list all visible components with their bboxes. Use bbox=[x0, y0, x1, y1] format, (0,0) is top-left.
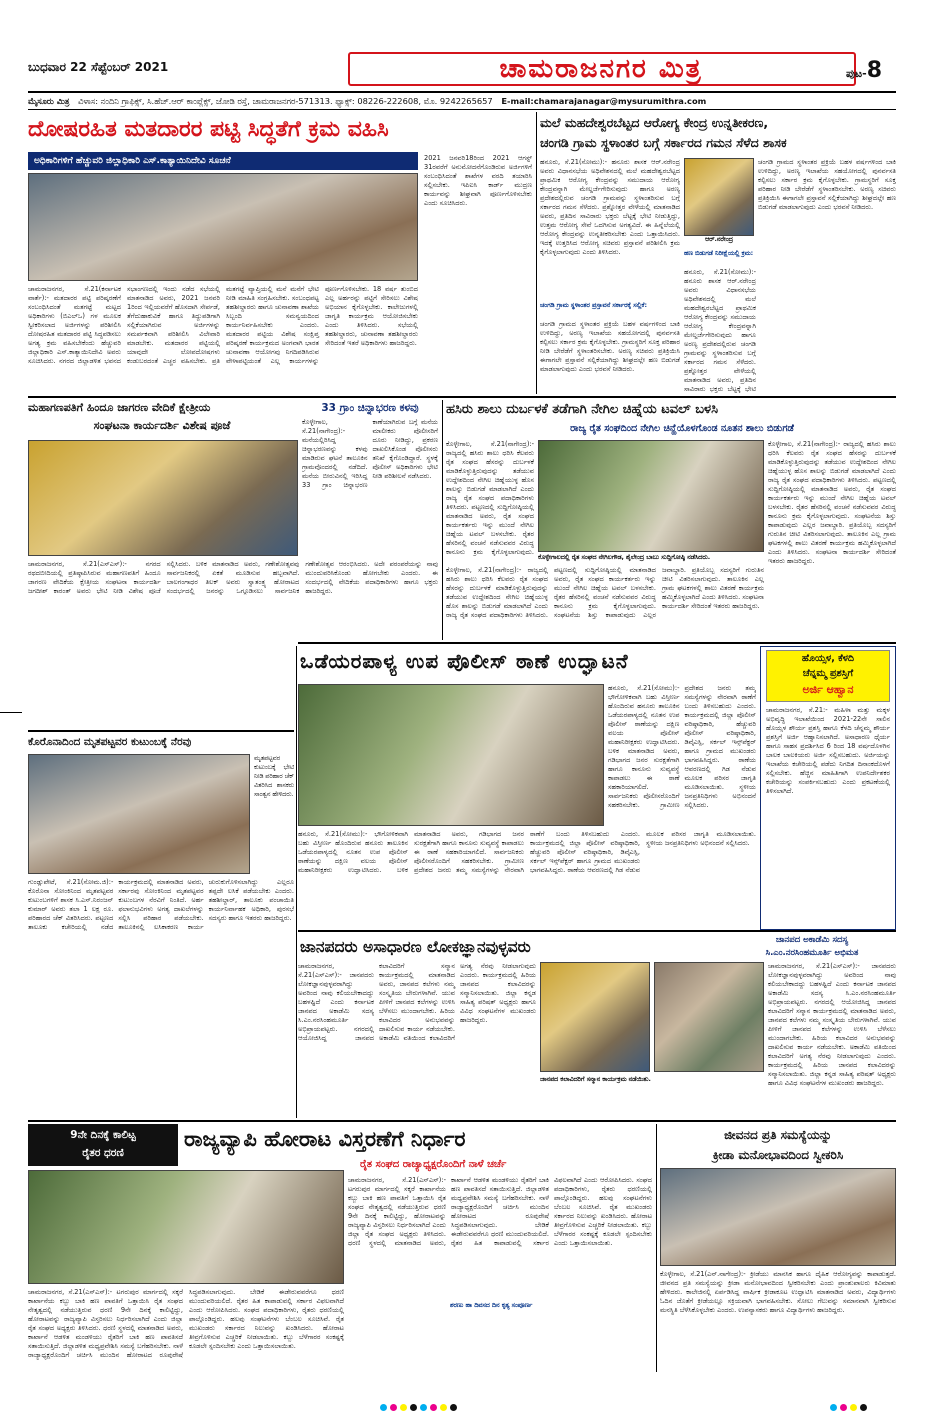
story1-subhead: ಅಧಿಕಾರಿಗಳಿಗೆ ಹೆಚ್ಚುವರಿ ಜಿಲ್ಲಾಧಿಕಾರಿ ಎಸ್.ಕಾತ್ಯಾಯಿನಿದೇವಿ ಸೂಚನೆ bbox=[28, 152, 418, 170]
column-divider-bottom bbox=[656, 1124, 657, 1372]
story5-subhead: ರಾಜ್ಯ ರೈತ ಸಂಘದಿಂದ ನೇಗಿಲ ಚಿನ್ಹೆಯೊಳಗೊಂಡ ನೂತನ ಶಾಲು ಬಿಡುಗಡೆ bbox=[570, 423, 794, 434]
black-swatch-3 bbox=[860, 1404, 867, 1411]
story11-headline-line2: ಕ್ರೀಡಾ ಮನೋಭಾವದಿಂದ ಸ್ವೀಕರಿಸಿ bbox=[712, 1148, 844, 1162]
story1-side-text: 2021 ಜನವರಿ18ರಿಂದ 2021 ಆಗಸ್ಟ್ 31ರವರೆಗೆ ಅನುಮೋದನೆಗೊಂಡಿರುವ ಅರ್ಜಿಗಳಿಗೆ ಸಂಬಂಧಿಸಿದಂತೆ ಶಾಖೆಗಳ ವರದಿ ತಯಾರಿಸಿ ಸಲ್ಲಿಸಬೇಕು. ಇಪಿಐಸಿ ಕಾರ್ಡ್ ಮುದ್ರಣ ಕಾರ್ಯವನ್ನು ಶೀಘ್ರವಾಗಿ ಪೂರ್ಣಗೊಳಿಸಬೇಕು ಎಂದು ಸೂಚಿಸಿದರು. bbox=[424, 154, 532, 207]
story1-photo bbox=[28, 173, 418, 281]
story11-body: ಕೊಳ್ಳೇಗಾಲ, ಸೆ.21(ಎನ್.ನಾಗೇಂದ್ರ):- ಕ್ರೀಡೆಯು ಮಾನಸಿಕ ಹಾಗೂ ದೈಹಿಕ ಆರೋಗ್ಯವನ್ನು ಕಾಪಾಡುತ್ತದೆ. ಜೀವನದ ಪ್ರತಿ ಸಮಸ್ಯೆಯನ್ನು ಕ್ರೀಡಾ ಮನೋಭಾವದಿಂದ ಸ್ವೀಕರಿಸಬೇಕು ಎಂದು ಪ್ರಾಂಶುಪಾಲರು ಕಿವಿಮಾತು ಹೇಳಿದರು. ಕಾಲೇಜಿನಲ್ಲಿ ಏರ್ಪಡಿಸಿದ್ದ ವಾರ್ಷಿಕ ಕ್ರೀಡಾಕೂಟ ಉದ್ಘಾಟಿಸಿ ಮಾತನಾಡಿದ ಅವರು, ವಿದ್ಯಾರ್ಥಿಗಳು ಓದಿನ ಜೊತೆಗೆ ಕ್ರೀಡೆಯಲ್ಲೂ ಸಕ್ರಿಯವಾಗಿ ಭಾಗವಹಿಸಬೇಕು. ಸೋಲು ಗೆಲುವನ್ನು ಸಮಾನವಾಗಿ ಸ್ವೀಕರಿಸುವ ಮನಸ್ಥಿತಿ ಬೆಳೆಸಿಕೊಳ್ಳಬೇಕು ಎಂದರು. ಉಪನ್ಯಾಸಕರು ಹಾಗೂ ವಿದ್ಯಾರ್ಥಿಗಳು ಹಾಜರಿದ್ದರು. bbox=[660, 1270, 896, 1314]
address-text: ವಿಳಾಸ: ನಂದಿನಿ ಗ್ರಾಫಿಕ್ಸ್, ಸಿ.ಹೆಚ್.ಆರ್ ಕಾಂಪ್ಲೆಕ್ಸ್, ಜೋಡಿ ರಸ್ತೆ, ಚಾಮರಾಜನಗರ-571313. ಫ್ಯಾಕ್ಸ್: 08226-222608, ಮೊ. 9242265657 bbox=[78, 96, 493, 106]
section-rule-1 bbox=[28, 396, 896, 398]
story8-side-text: ಮೃತಪಟ್ಟವರ ಕುಟುಂಬಕ್ಕೆ ಭೇಟಿ ನೀಡಿ ಪರಿಹಾರ ಚೆಕ್ ವಿತರಿಸಿದ ಶಾಸಕರು ಸಾಂತ್ವನ ಹೇಳಿದರು. bbox=[254, 755, 294, 798]
story2-body-lower: ಚಂಗಡಿ ಗ್ರಾಮದ ಸ್ಥಳಾಂತರ ಪ್ರಕ್ರಿಯೆ ಬಹಳ ವರ್ಷಗಳಿಂದ ಬಾಕಿ ಉಳಿದಿದ್ದು, ಅರಣ್ಯ ಇಲಾಖೆಯ ಸಹಯೋಗದಲ್ಲಿ ಪುನರ್ವಸತಿ ಕಲ್ಪಿಸಲು ಸರ್ಕಾರ ಕ್ರಮ ಕೈಗೊಳ್ಳಬೇಕು. ಗ್ರಾಮಸ್ಥರಿಗೆ ಸೂಕ್ತ ಪರಿಹಾರ ನೀಡಿ ಬೇರೆಡೆಗೆ ಸ್ಥಳಾಂತರಿಸಬೇಕು. ಅರಣ್ಯ ಸಚಿವರು ಪ್ರತಿಕ್ರಿಯಿಸಿ ಈಗಾಗಲೇ ಪ್ರಸ್ತಾವನೆ ಸಲ್ಲಿಕೆಯಾಗಿದ್ದು ಶೀಘ್ರದಲ್ಲೇ ಹಣ ಬಿಡುಗಡೆ ಮಾಡಲಾಗುವುದು ಎಂದು ಭರವಸೆ ನೀಡಿದರು. bbox=[540, 320, 680, 373]
story8-body: ಗುಂಡ್ಲುಪೇಟೆ, ಸೆ.21(ಸೋಮ.ಜಿ):- ಕೊರೊನಾ ಸೋಂಕಿನಿಂದ ಮೃತಪಟ್ಟವರ ಕುಟುಂಬಗಳಿಗೆ ಶಾಸಕ ಸಿ.ಎಸ್.ನಿರಂಜನ್ ಕುಮಾರ್ ಅವರು ತಲಾ 1 ಲಕ್ಷ ರೂ. ಪರಿಹಾರದ ಚೆಕ್ ವಿತರಿಸಿದರು. ಪಟ್ಟಣದ ತಾಲೂಕು ಕಚೇರಿಯಲ್ಲಿ ನಡೆದ ಕಾರ್ಯಕ್ರಮದಲ್ಲಿ ಮಾತನಾಡಿದ ಅವರು, ಸರ್ಕಾರವು ಸೋಂಕಿನಿಂದ ಮೃತಪಟ್ಟವರ ಕುಟುಂಬಗಳ ನೆರವಿಗೆ ನಿಂತಿದೆ. ಅರ್ಹ ಫಲಾನುಭವಿಗಳು ಅಗತ್ಯ ದಾಖಲೆಗಳನ್ನು ಸಲ್ಲಿಸಿ ಪರಿಹಾರ ಪಡೆಯಬೇಕು. ತಾಲೂಕಿನಲ್ಲಿ ಲಸಿಕಾಕರಣ ಕಾರ್ಯ ಚುರುಕುಗೊಳಿಸಲಾಗಿದ್ದು ಎಲ್ಲರೂ ತಪ್ಪದೇ ಲಸಿಕೆ ಪಡೆಯಬೇಕು ಎಂದರು. ತಹಶೀಲ್ದಾರ್, ತಾಲೂಕು ಪಂಚಾಯಿತಿ ಕಾರ್ಯನಿರ್ವಾಹಕ ಅಧಿಕಾರಿ, ಪುರಸಭೆ ಸದಸ್ಯರು ಹಾಗೂ ಇತರರು ಹಾಜರಿದ್ದರು. bbox=[28, 878, 294, 931]
story10-body: ಚಾಮರಾಜನಗರ, ಸೆ.21(ಎಸ್‌ಎಸ್):- ಟಗರುಪುರ ಮಾರ್ಗದಲ್ಲಿ ಸಕ್ಕರೆ ಕಾರ್ಖಾನೆಯ ಕಬ್ಬು ಬಾಕಿ ಹಣ ಪಾವತಿಗೆ ಒತ್ತಾಯಿಸಿ ರೈತ ಸಂಘದ ನೇತೃತ್ವದಲ್ಲಿ ನಡೆಯುತ್ತಿರುವ ಧರಣಿ 9ನೇ ದಿನಕ್ಕೆ ಕಾಲಿಟ್ಟಿದ್ದು, ಹೋರಾಟವನ್ನು ರಾಜ್ಯವ್ಯಾಪಿ ವಿಸ್ತರಿಸಲು ನಿರ್ಧರಿಸಲಾಗಿದೆ ಎಂದು ಜಿಲ್ಲಾ ರೈತ ಸಂಘದ ಅಧ್ಯಕ್ಷರು ತಿಳಿಸಿದರು. ಧರಣಿ ಸ್ಥಳದಲ್ಲಿ ಮಾತನಾಡಿದ ಅವರು, ಕಾರ್ಖಾನೆ ಆಡಳಿತ ಮಂಡಳಿಯು ರೈತರಿಗೆ ಬಾಕಿ ಹಣ ಪಾವತಿಸದೆ ಸತಾಯಿಸುತ್ತಿದೆ. ಜಿಲ್ಲಾಡಳಿತ ಮಧ್ಯಪ್ರವೇಶಿಸಿ ಸಮಸ್ಯೆ ಬಗೆಹರಿಸಬೇಕು. ನಾಳೆ ರಾಜ್ಯಾಧ್ಯಕ್ಷರೊಂದಿಗೆ ಚರ್ಚಿಸಿ ಮುಂದಿನ ಹೋರಾಟದ ರೂಪುರೇಷೆ ಸಿದ್ಧಪಡಿಸಲಾಗುವುದು. ಬೇಡಿಕೆ ಈಡೇರುವವರೆಗೂ ಧರಣಿ ಮುಂದುವರಿಯಲಿದೆ. ರೈತರ ಹಿತ ಕಾಪಾಡುವಲ್ಲಿ ಸರ್ಕಾರ ವಿಫಲವಾಗಿದೆ ಎಂದು ಆರೋಪಿಸಿದರು. ಸಂಘದ ಪದಾಧಿಕಾರಿಗಳು, ರೈತರು ಧರಣಿಯಲ್ಲಿ ಪಾಲ್ಗೊಂಡಿದ್ದರು. ಹಲವು ಸಂಘಟನೆಗಳು ಬೆಂಬಲ ಸೂಚಿಸಿವೆ. ರೈತ ಮುಖಂಡರು ಸರ್ಕಾರದ ನಿಲುವನ್ನು ಖಂಡಿಸಿದರು. ಹೋರಾಟ ತೀವ್ರಗೊಳಿಸುವ ಎಚ್ಚರಿಕೆ ನೀಡಲಾಯಿತು. ಕಬ್ಬು ಬೆಳೆಗಾರರ ಸಂಕಷ್ಟಕ್ಕೆ ಕೂಡಲೇ ಸ್ಪಂದಿಸಬೇಕು ಎಂದು ಒತ್ತಾಯಿಸಲಾಯಿತು. bbox=[348, 1176, 652, 1247]
story8-headline: ಕೊರೊನಾದಿಂದ ಮೃತಪಟ್ಟವರ ಕುಟುಂಬಕ್ಕೆ ನೆರವು bbox=[28, 736, 192, 748]
story4-body: ಕೊಳ್ಳೇಗಾಲ, ಸೆ.21(ನಾಗೇಂದ್ರ):- ಮನೆಯಲ್ಲಿರಿಸಿದ್ದ ಚಿನ್ನಾಭರಣವನ್ನು ಕಳವು ಮಾಡಿರುವ ಘಟನೆ ತಾಲೂಕಿನ ಗ್ರಾಮವೊಂದರಲ್ಲಿ ನಡೆದಿದೆ. ಮನೆಯ ಬೀರುವಿನಲ್ಲಿ ಇರಿಸಿದ್ದ 33 ಗ್ರಾಂ ಚಿನ್ನಾಭರಣ ಕಾಣೆಯಾಗಿರುವ ಬಗ್ಗೆ ಮನೆಯ ಮಾಲೀಕರು ಪೊಲೀಸರಿಗೆ ದೂರು ನೀಡಿದ್ದು, ಪ್ರಕರಣ ದಾಖಲಿಸಿಕೊಂಡ ಪೊಲೀಸರು ತನಿಖೆ ಕೈಗೊಂಡಿದ್ದಾರೆ. ಸ್ಥಳಕ್ಕೆ ಪೊಲೀಸ್ ಅಧಿಕಾರಿಗಳು ಭೇಟಿ ನೀಡಿ ಪರಿಶೀಲನೆ ನಡೆಸಿದರು. bbox=[302, 418, 438, 489]
story5-caption: ಕೊಳ್ಳೇಗಾಲದಲ್ಲಿ ರೈತ ಸಂಘದ ನೇಗಿಲಗೌಡ, ಶೈಲೇಂದ್ರ ಬಾಬು ಸುದ್ದಿಗೋಷ್ಠಿ ನಡೆಸಿದರು. bbox=[538, 554, 711, 561]
story5-photo bbox=[538, 440, 764, 552]
story5-headline: ಹಸಿರು ಶಾಲು ದುರ್ಬಳಕೆ ತಡೆಗಾಗಿ ನೇಗಿಲ ಚಿಹ್ನೆಯ ಟವಲ್ ಬಳಸಿ bbox=[446, 402, 718, 417]
black-swatch-2 bbox=[450, 1404, 457, 1411]
newspaper-title: ಚಾಮರಾಜನಗರ ಮಿತ್ರ bbox=[499, 54, 703, 84]
story3-headline-line2: ಸಂಘಟನಾ ಕಾರ್ಯದರ್ಶಿ ವಿಶೇಷ ಪೂಜೆ bbox=[93, 419, 231, 432]
story7-headline-line3: ಅರ್ಜಿ ಆಹ್ವಾನ bbox=[802, 683, 854, 696]
story9-photo-right bbox=[654, 962, 764, 1072]
column-divider-mid bbox=[442, 400, 443, 640]
magenta-swatch bbox=[390, 1404, 397, 1411]
story9-kicker2: ಸಿ.ಎಂ.ನರಸಿಂಹಮೂರ್ತಿ ಅಭಿಮತ bbox=[765, 948, 859, 958]
story2-body-mid: ಹನೂರು, ಸೆ.21(ಸೋಮು):- ಹನೂರು ಶಾಸಕ ಆರ್.ನರೇಂದ್ರ ಅವರು ವಿಧಾನಸಭೆಯ ಅಧಿವೇಶನದಲ್ಲಿ ಮಲೆ ಮಹದೇಶ್ವರಬೆಟ್ಟದ ಪ್ರಾಥಮಿಕ ಆರೋಗ್ಯ ಕೇಂದ್ರವನ್ನು ಸಮುದಾಯ ಆರೋಗ್ಯ ಕೇಂದ್ರವನ್ನಾಗಿ ಮೇಲ್ದರ್ಜೆಗೇರಿಸುವುದು ಹಾಗೂ ಅರಣ್ಯ ಪ್ರದೇಶದಲ್ಲಿರುವ ಚಂಗಡಿ ಗ್ರಾಮವನ್ನು ಸ್ಥಳಾಂತರಿಸುವ ಬಗ್ಗೆ ಸರ್ಕಾರದ ಗಮನ ಸೆಳೆದರು. ಪ್ರಶ್ನೋತ್ತರ ವೇಳೆಯಲ್ಲಿ ಮಾತನಾಡಿದ ಅವರು, ಪ್ರತಿದಿನ ಸಾವಿರಾರು ಭಕ್ತರು ಬೆಟ್ಟಕ್ಕೆ ಭೇಟಿ bbox=[684, 268, 756, 393]
story8-photo bbox=[28, 754, 250, 874]
story9-kicker: ಜಾನಪದ ಅಕಾಡೆಮಿ ಸದಸ್ಯ bbox=[775, 935, 849, 945]
page-label bbox=[846, 58, 882, 83]
print-color-bar bbox=[380, 1404, 570, 1414]
black-swatch bbox=[410, 1404, 417, 1411]
story1-headline: ದೋಷರಹಿತ ಮತದಾರರ ಪಟ್ಟಿ ಸಿದ್ಧತೆಗೆ ಕ್ರಮ ವಹಿಸಿ bbox=[28, 117, 389, 142]
masthead-rule bbox=[28, 91, 896, 93]
story2-inset1: ಹಣ ಬಿಡುಗಡೆ ನಿರೀಕ್ಷೆಯಲ್ಲಿ ಕ್ರಮ: bbox=[684, 250, 754, 257]
story10-inset: ಶರಣು ಹಾ ದಿವಸದ ದಿನ ಕೃತ್ಯ ಸಂಪೂರ್ಣ bbox=[450, 1302, 550, 1310]
story6-body-right: ಹನೂರು, ಸೆ.21(ಸೋಮು):- ಭೌಗೋಳಿಕವಾಗಿ ಬಹು ವಿಸ್ತೀರ್ಣ ಹೊಂದಿರುವ ಹನೂರು ತಾಲೂಕಿನ ಒಡೆಯರಪಾಳ್ಯದಲ್ಲಿ ನೂತನ ಉಪ ಪೊಲೀಸ್ ಠಾಣೆಯನ್ನು ದಕ್ಷಿಣ ವಲಯ ಪೊಲೀಸ್ ಮಹಾನಿರೀಕ್ಷಕರು ಉದ್ಘಾಟಿಸಿದರು. ಬಳಿಕ ಮಾತನಾಡಿದ ಅವರು, ಗಡಿಭಾಗದ ಜನರ ಸುರಕ್ಷತೆಗಾಗಿ ಹಾಗೂ ಕಾನೂನು ಸುವ್ಯವಸ್ಥೆ ಕಾಪಾಡಲು ಈ ಠಾಣೆ ಸಹಕಾರಿಯಾಗಲಿದೆ. ಸಾರ್ವಜನಿಕರು ಪೊಲೀಸರೊಂದಿಗೆ ಸಹಕರಿಸಬೇಕು. ಗ್ರಾಮೀಣ ಪ್ರದೇಶದ ಜನರು ತಮ್ಮ ಸಮಸ್ಯೆಗಳನ್ನು ನೇರವಾಗಿ ಠಾಣೆಗೆ ಬಂದು ತಿಳಿಸಬಹುದು ಎಂದರು. ಕಾರ್ಯಕ್ರಮದಲ್ಲಿ ಜಿಲ್ಲಾ ಪೊಲೀಸ್ ವರಿಷ್ಠಾಧಿಕಾರಿ, ಹೆಚ್ಚುವರಿ ಪೊಲೀಸ್ ವರಿಷ್ಠಾಧಿಕಾರಿ, ಡಿವೈಎಸ್ಪಿ, ಸರ್ಕಲ್ ಇನ್ಸ್‌ಪೆಕ್ಟರ್ ಹಾಗೂ ಗ್ರಾಮದ ಮುಖಂಡರು ಭಾಗವಹಿಸಿದ್ದರು. ಠಾಣೆಯ ಆವರಣದಲ್ಲಿ ಗಿಡ ನೆಡುವ ಮೂಲಕ ಪರಿಸರ ಜಾಗೃತಿ ಮೂಡಿಸಲಾಯಿತು. ಸ್ಥಳೀಯ ಜನಪ್ರತಿನಿಧಿಗಳು ಅಭಿನಂದನೆ ಸಲ್ಲಿಸಿದರು. bbox=[608, 684, 756, 809]
crop-mark-left bbox=[0, 712, 22, 713]
story2-portrait bbox=[684, 158, 754, 236]
story1-body: ಚಾಮರಾಜನಗರ, ಸೆ.21(ಕರ್ನಾಟಕ ವಾರ್ತೆ):- ಮತದಾರರ ಪಟ್ಟಿ ಪರಿಷ್ಕರಣೆಗೆ ಸಂಬಂಧಿಸಿದಂತೆ ಮತಗಟ್ಟೆ ಮಟ್ಟದ ಅಧಿಕಾರಿಗಳು (ಬಿಎಲ್‌ಒ) ಗಳ ಮೂಲಕ ಸ್ವೀಕರಿಸಲಾದ ಅರ್ಜಿಗಳನ್ನು ಪರಿಶೀಲಿಸಿ ದೋಷರಹಿತ ಮತದಾರರ ಪಟ್ಟಿ ಸಿದ್ಧಪಡಿಸಲು ಅಗತ್ಯ ಕ್ರಮ ವಹಿಸಬೇಕೆಂದು ಹೆಚ್ಚುವರಿ ಜಿಲ್ಲಾಧಿಕಾರಿ ಎಸ್.ಕಾತ್ಯಾಯಿನಿದೇವಿ ಅವರು ಸೂಚಿಸಿದರು. ನಗರದ ಜಿಲ್ಲಾಡಳಿತ ಭವನದ ಸಭಾಂಗಣದಲ್ಲಿ ಇಂದು ನಡೆದ ಸಭೆಯಲ್ಲಿ ಮಾತನಾಡಿದ ಅವರು, 2021 ಜನವರಿ 1ರಿಂದ ಇಲ್ಲಿಯವರೆಗೆ ಹೊಸದಾಗಿ ಸೇರ್ಪಡೆ, ತೆಗೆದುಹಾಕುವಿಕೆ ಹಾಗೂ ತಿದ್ದುಪಡಿಗಾಗಿ ಸಲ್ಲಿಕೆಯಾಗಿರುವ ಅರ್ಜಿಗಳನ್ನು ಸಮರ್ಪಕವಾಗಿ ಪರಿಶೀಲಿಸಿ ವಿಲೇವಾರಿ ಮಾಡಬೇಕು. ಮತದಾರರ ಪಟ್ಟಿಯಲ್ಲಿ ಯಾವುದೇ ಲೋಪದೋಷಗಳು ಕಂಡುಬರದಂತೆ ಎಚ್ಚರ ವಹಿಸಬೇಕು. ಪ್ರತಿ ಮತಗಟ್ಟೆ ವ್ಯಾಪ್ತಿಯಲ್ಲಿ ಮನೆ ಮನೆಗೆ ಭೇಟಿ ನೀಡಿ ಮಾಹಿತಿ ಸಂಗ್ರಹಿಸಬೇಕು. ಸಂಬಂಧಪಟ್ಟ ತಹಶೀಲ್ದಾರರು ಹಾಗೂ ಚುನಾವಣಾ ಶಾಖೆಯ ಸಿಬ್ಬಂದಿ ಸಮನ್ವಯದಿಂದ ಕಾರ್ಯನಿರ್ವಹಿಸಬೇಕು ಎಂದರು. ಮತದಾರರ ಪಟ್ಟಿಯ ವಿಶೇಷ ಸಂಕ್ಷಿಪ್ತ ಪರಿಷ್ಕರಣೆ ಕಾರ್ಯಕ್ರಮದ ಅಂಗವಾಗಿ ಭಾರತ ಚುನಾವಣಾ ಆಯೋಗವು ನಿಗದಿಪಡಿಸಿರುವ ವೇಳಾಪಟ್ಟಿಯಂತೆ ಎಲ್ಲ ಕಾರ್ಯಗಳನ್ನು ಪೂರ್ಣಗೊಳಿಸಬೇಕು. 18 ವರ್ಷ ತುಂಬಿದ ಎಲ್ಲ ಅರ್ಹರನ್ನು ಪಟ್ಟಿಗೆ ಸೇರಿಸಲು ವಿಶೇಷ ಅಭಿಯಾನ ಕೈಗೊಳ್ಳಬೇಕು. ಕಾಲೇಜುಗಳಲ್ಲಿ ಜಾಗೃತಿ ಕಾರ್ಯಕ್ರಮ ಆಯೋಜಿಸಬೇಕು ಎಂದು ತಿಳಿಸಿದರು. ಸಭೆಯಲ್ಲಿ ತಹಶೀಲ್ದಾರರು, ಚುನಾವಣಾ ತಹಶೀಲ್ದಾರರು ಸೇರಿದಂತೆ ಇತರೆ ಅಧಿಕಾರಿಗಳು ಹಾಜರಿದ್ದರು. bbox=[28, 285, 418, 365]
magenta-swatch-3 bbox=[840, 1404, 847, 1411]
story10-subhead: ರೈತ ಸಂಘದ ರಾಜ್ಯಾಧ್ಯಕ್ಷರೊಂದಿಗೆ ನಾಳೆ ಚರ್ಚೆ bbox=[360, 1159, 507, 1170]
story2-inset2: ಚಂಗಡಿ ಗ್ರಾಮ ಸ್ಥಳಾಂತರ ಪ್ರಸ್ತಾವನೆ ಸರ್ಕಾರಕ್ಕೆ ಸಲ್ಲಿಕೆ: bbox=[540, 302, 647, 309]
story6-body: ಹನೂರು, ಸೆ.21(ಸೋಮು):- ಭೌಗೋಳಿಕವಾಗಿ ಬಹು ವಿಸ್ತೀರ್ಣ ಹೊಂದಿರುವ ಹನೂರು ತಾಲೂಕಿನ ಒಡೆಯರಪಾಳ್ಯದಲ್ಲಿ ನೂತನ ಉಪ ಪೊಲೀಸ್ ಠಾಣೆಯನ್ನು ದಕ್ಷಿಣ ವಲಯ ಪೊಲೀಸ್ ಮಹಾನಿರೀಕ್ಷಕರು ಉದ್ಘಾಟಿಸಿದರು. ಬಳಿಕ ಮಾತನಾಡಿದ ಅವರು, ಗಡಿಭಾಗದ ಜನರ ಸುರಕ್ಷತೆಗಾಗಿ ಹಾಗೂ ಕಾನೂನು ಸುವ್ಯವಸ್ಥೆ ಕಾಪಾಡಲು ಈ ಠಾಣೆ ಸಹಕಾರಿಯಾಗಲಿದೆ. ಸಾರ್ವಜನಿಕರು ಪೊಲೀಸರೊಂದಿಗೆ ಸಹಕರಿಸಬೇಕು. ಗ್ರಾಮೀಣ ಪ್ರದೇಶದ ಜನರು ತಮ್ಮ ಸಮಸ್ಯೆಗಳನ್ನು ನೇರವಾಗಿ ಠಾಣೆಗೆ ಬಂದು ತಿಳಿಸಬಹುದು ಎಂದರು. ಕಾರ್ಯಕ್ರಮದಲ್ಲಿ ಜಿಲ್ಲಾ ಪೊಲೀಸ್ ವರಿಷ್ಠಾಧಿಕಾರಿ, ಹೆಚ್ಚುವರಿ ಪೊಲೀಸ್ ವರಿಷ್ಠಾಧಿಕಾರಿ, ಡಿವೈಎಸ್ಪಿ, ಸರ್ಕಲ್ ಇನ್ಸ್‌ಪೆಕ್ಟರ್ ಹಾಗೂ ಗ್ರಾಮದ ಮುಖಂಡರು ಭಾಗವಹಿಸಿದ್ದರು. ಠಾಣೆಯ ಆವರಣದಲ್ಲಿ ಗಿಡ ನೆಡುವ ಮೂಲಕ ಪರಿಸರ ಜಾಗೃತಿ ಮೂಡಿಸಲಾಯಿತು. ಸ್ಥಳೀಯ ಜನಪ್ರತಿನಿಧಿಗಳು ಅಭಿನಂದನೆ ಸಲ್ಲಿಸಿದರು. bbox=[298, 830, 756, 874]
address-rule bbox=[28, 109, 896, 110]
story7-headline-line2: ಚೆನ್ನಮ್ಮ ಪ್ರಶಸ್ತಿಗೆ bbox=[802, 668, 854, 679]
section-rule-3 bbox=[28, 730, 294, 732]
story2-body-right: ಚಂಗಡಿ ಗ್ರಾಮದ ಸ್ಥಳಾಂತರ ಪ್ರಕ್ರಿಯೆ ಬಹಳ ವರ್ಷಗಳಿಂದ ಬಾಕಿ ಉಳಿದಿದ್ದು, ಅರಣ್ಯ ಇಲಾಖೆಯ ಸಹಯೋಗದಲ್ಲಿ ಪುನರ್ವಸತಿ ಕಲ್ಪಿಸಲು ಸರ್ಕಾರ ಕ್ರಮ ಕೈಗೊಳ್ಳಬೇಕು. ಗ್ರಾಮಸ್ಥರಿಗೆ ಸೂಕ್ತ ಪರಿಹಾರ ನೀಡಿ ಬೇರೆಡೆಗೆ ಸ್ಥಳಾಂತರಿಸಬೇಕು. ಅರಣ್ಯ ಸಚಿವರು ಪ್ರತಿಕ್ರಿಯಿಸಿ ಈಗಾಗಲೇ ಪ್ರಸ್ತಾವನೆ ಸಲ್ಲಿಕೆಯಾಗಿದ್ದು ಶೀಘ್ರದಲ್ಲೇ ಹಣ ಬಿಡುಗಡೆ ಮಾಡಲಾಗುವುದು ಎಂದು ಭರವಸೆ ನೀಡಿದರು. bbox=[758, 158, 896, 211]
story5-body-bottom: ಕೊಳ್ಳೇಗಾಲ, ಸೆ.21(ನಾಗೇಂದ್ರ):- ರಾಜ್ಯದಲ್ಲಿ ಹಸಿರು ಶಾಲು ಧರಿಸಿ ಕೆಲವರು ರೈತ ಸಂಘದ ಹೆಸರನ್ನು ದುರ್ಬಳಕೆ ಮಾಡಿಕೊಳ್ಳುತ್ತಿರುವುದನ್ನು ತಡೆಯುವ ಉದ್ದೇಶದಿಂದ ನೇಗಿಲ ಚಿಹ್ನೆಯುಳ್ಳ ಹೊಸ ಶಾಲನ್ನು ಬಿಡುಗಡೆ ಮಾಡಲಾಗಿದೆ ಎಂದು ರಾಜ್ಯ ರೈತ ಸಂಘದ ಪದಾಧಿಕಾರಿಗಳು ತಿಳಿಸಿದರು. ಪಟ್ಟಣದಲ್ಲಿ ಸುದ್ದಿಗೋಷ್ಠಿಯಲ್ಲಿ ಮಾತನಾಡಿದ ಅವರು, ರೈತ ಸಂಘದ ಕಾರ್ಯಕರ್ತರು ಇನ್ನು ಮುಂದೆ ನೇಗಿಲ ಚಿಹ್ನೆಯ ಟವಲ್ ಬಳಸಬೇಕು. ರೈತರ ಹೆಸರಿನಲ್ಲಿ ವಂಚನೆ ನಡೆಸುವವರ ವಿರುದ್ಧ ಕಾನೂನು ಕ್ರಮ ಕೈಗೊಳ್ಳಲಾಗುವುದು. ಸಂಘಟನೆಯ ಶಿಸ್ತು ಕಾಪಾಡುವುದು ಎಲ್ಲರ ಜವಾಬ್ದಾರಿ. ಪ್ರತಿಯೊಬ್ಬ ಸದಸ್ಯರಿಗೆ ಗುರುತಿನ ಚೀಟಿ ವಿತರಿಸಲಾಗುವುದು. ತಾಲೂಕಿನ ಎಲ್ಲ ಗ್ರಾಮ ಘಟಕಗಳಲ್ಲಿ ಶಾಲು ವಿತರಣೆ ಕಾರ್ಯಕ್ರಮ ಹಮ್ಮಿಕೊಳ್ಳಲಾಗಿದೆ ಎಂದು ತಿಳಿಸಿದರು. ಸಂಘಟನಾ ಕಾರ್ಯದರ್ಶಿ ಸೇರಿದಂತೆ ಇತರರು ಹಾಜರಿದ್ದರು. bbox=[446, 566, 764, 619]
story3-body: ಚಾಮರಾಜನಗರ, ಸೆ.21(ಎಸ್‌ಎಸ್):- ನಗರದ ರಥದಬೀದಿಯಲ್ಲಿ ಪ್ರತಿಷ್ಠಾಪಿಸಿರುವ ಮಹಾಗಣಪತಿಗೆ ಹಿಂದೂ ಜಾಗರಣ ವೇದಿಕೆಯ ಕ್ಷೇತ್ರೀಯ ಸಂಘಟನಾ ಕಾರ್ಯದರ್ಶಿ ಜಗದೀಶ್ ಕಾರಂತ್ ಅವರು ಭೇಟಿ ನೀಡಿ ವಿಶೇಷ ಪೂಜೆ ಸಲ್ಲಿಸಿದರು. ಬಳಿಕ ಮಾತನಾಡಿದ ಅವರು, ಗಣೇಶೋತ್ಸವವು ಸಾರ್ವಜನಿಕರಲ್ಲಿ ಏಕತೆ ಮೂಡಿಸುವ ಹಬ್ಬವಾಗಿದೆ. ಬಾಲಗಂಗಾಧರ ತಿಲಕ್ ಅವರು ಸ್ವಾತಂತ್ರ್ಯ ಹೋರಾಟದ ಸಂದರ್ಭದಲ್ಲಿ ಜನರನ್ನು ಒಗ್ಗೂಡಿಸಲು ಸಾರ್ವಜನಿಕ ಗಣೇಶೋತ್ಸವ ಆರಂಭಿಸಿದರು. ಅದೇ ಪರಂಪರೆಯನ್ನು ನಾವು ಮುಂದುವರಿಸಿಕೊಂಡು ಹೋಗಬೇಕು ಎಂದರು. ಈ ಸಂದರ್ಭದಲ್ಲಿ ವೇದಿಕೆಯ ಪದಾಧಿಕಾರಿಗಳು ಹಾಗೂ ಭಕ್ತರು ಹಾಜರಿದ್ದರು. bbox=[28, 560, 438, 595]
yellow-swatch-3 bbox=[850, 1404, 857, 1411]
story3-headline-line1: ಮಹಾಗಣಪತಿಗೆ ಹಿಂದೂ ಜಾಗರಣ ವೇದಿಕೆ ಕ್ಷೇತ್ರೀಯ bbox=[28, 401, 211, 414]
story9-caption: ಜಾನಪದ ಕಲಾವಿದರಿಗೆ ಸನ್ಮಾನ ಕಾರ್ಯಕ್ರಮ ನಡೆಯಿತು. bbox=[540, 1076, 651, 1083]
story9-body-right: ಚಾಮರಾಜನಗರ, ಸೆ.21(ಎಸ್‌ಎಸ್):- ಜಾನಪದರು ಲೋಕಜ್ಞಾನವುಳ್ಳವರಾಗಿದ್ದು ಅವರಿಂದ ನಾವು ಕಲಿಯಬೇಕಾದದ್ದು ಬಹಳಷ್ಟಿದೆ ಎಂದು ಕರ್ನಾಟಕ ಜಾನಪದ ಅಕಾಡೆಮಿ ಸದಸ್ಯ ಸಿ.ಎಂ.ನರಸಿಂಹಮೂರ್ತಿ ಅಭಿಪ್ರಾಯಪಟ್ಟರು. ನಗರದಲ್ಲಿ ಆಯೋಜಿಸಿದ್ದ ಜಾನಪದ ಕಲಾವಿದರಿಗೆ ಸನ್ಮಾನ ಕಾರ್ಯಕ್ರಮದಲ್ಲಿ ಮಾತನಾಡಿದ ಅವರು, ಜಾನಪದ ಕಲೆಗಳು ನಮ್ಮ ಸಂಸ್ಕೃತಿಯ ಬೇರುಗಳಾಗಿವೆ. ಯುವ ಪೀಳಿಗೆ ಜಾನಪದ ಕಲೆಗಳನ್ನು ಉಳಿಸಿ ಬೆಳೆಸಲು ಮುಂದಾಗಬೇಕು. ಹಿರಿಯ ಕಲಾವಿದರ ಅನುಭವವನ್ನು ದಾಖಲಿಸುವ ಕಾರ್ಯ ನಡೆಯಬೇಕು. ಅಕಾಡೆಮಿ ವತಿಯಿಂದ ಕಲಾವಿದರಿಗೆ ಅಗತ್ಯ ನೆರವು ನೀಡಲಾಗುವುದು ಎಂದರು. ಕಾರ್ಯಕ್ರಮದಲ್ಲಿ ಹಿರಿಯ ಜಾನಪದ ಕಲಾವಿದರನ್ನು ಸನ್ಮಾನಿಸಲಾಯಿತು. ಜಿಲ್ಲಾ ಕನ್ನಡ ಸಾಹಿತ್ಯ ಪರಿಷತ್ ಅಧ್ಯಕ್ಷರು ಹಾಗೂ ವಿವಿಧ ಸಂಘಟನೆಗಳ ಮುಖಂಡರು ಹಾಜರಿದ್ದರು. bbox=[768, 962, 896, 1087]
story9-body: ಚಾಮರಾಜನಗರ, ಸೆ.21(ಎಸ್‌ಎಸ್):- ಜಾನಪದರು ಲೋಕಜ್ಞಾನವುಳ್ಳವರಾಗಿದ್ದು ಅವರಿಂದ ನಾವು ಕಲಿಯಬೇಕಾದದ್ದು ಬಹಳಷ್ಟಿದೆ ಎಂದು ಕರ್ನಾಟಕ ಜಾನಪದ ಅಕಾಡೆಮಿ ಸದಸ್ಯ ಸಿ.ಎಂ.ನರಸಿಂಹಮೂರ್ತಿ ಅಭಿಪ್ರಾಯಪಟ್ಟರು. ನಗರದಲ್ಲಿ ಆಯೋಜಿಸಿದ್ದ ಜಾನಪದ ಕಲಾವಿದರಿಗೆ ಸನ್ಮಾನ ಕಾರ್ಯಕ್ರಮದಲ್ಲಿ ಮಾತನಾಡಿದ ಅವರು, ಜಾನಪದ ಕಲೆಗಳು ನಮ್ಮ ಸಂಸ್ಕೃತಿಯ ಬೇರುಗಳಾಗಿವೆ. ಯುವ ಪೀಳಿಗೆ ಜಾನಪದ ಕಲೆಗಳನ್ನು ಉಳಿಸಿ ಬೆಳೆಸಲು ಮುಂದಾಗಬೇಕು. ಹಿರಿಯ ಕಲಾವಿದರ ಅನುಭವವನ್ನು ದಾಖಲಿಸುವ ಕಾರ್ಯ ನಡೆಯಬೇಕು. ಅಕಾಡೆಮಿ ವತಿಯಿಂದ ಕಲಾವಿದರಿಗೆ ಅಗತ್ಯ ನೆರವು ನೀಡಲಾಗುವುದು ಎಂದರು. ಕಾರ್ಯಕ್ರಮದಲ್ಲಿ ಹಿರಿಯ ಜಾನಪದ ಕಲಾವಿದರನ್ನು ಸನ್ಮಾನಿಸಲಾಯಿತು. ಜಿಲ್ಲಾ ಕನ್ನಡ ಸಾಹಿತ್ಯ ಪರಿಷತ್ ಅಧ್ಯಕ್ಷರು ಹಾಗೂ ವಿವಿಧ ಸಂಘಟನೆಗಳ ಮುಖಂಡರು ಹಾಜರಿದ್ದರು. bbox=[298, 962, 536, 1042]
cyan-swatch bbox=[380, 1404, 387, 1411]
story10-headline: ರಾಜ್ಯವ್ಯಾಪಿ ಹೋರಾಟ ವಿಸ್ತರಣೆಗೆ ನಿರ್ಧಾರ bbox=[184, 1127, 466, 1151]
story2-headline-line2: ಚಂಗಡಿ ಗ್ರಾಮ ಸ್ಥಳಾಂತರ ಬಗ್ಗೆ ಸರ್ಕಾರದ ಗಮನ ಸೆಳೆದ ಶಾಸಕ bbox=[540, 135, 787, 150]
story10-tag-line1: 9ನೇ ದಿನಕ್ಕೆ ಕಾಲಿಟ್ಟ bbox=[70, 1129, 136, 1141]
story7-headline-line1: ಹೊಯ್ಸಳ, ಕೆಳದಿ bbox=[801, 653, 855, 664]
story11-photo bbox=[660, 1168, 896, 1266]
cyan-swatch-3 bbox=[830, 1404, 837, 1411]
yellow-swatch bbox=[400, 1404, 407, 1411]
column-divider-top bbox=[536, 112, 537, 394]
cyan-swatch-2 bbox=[420, 1404, 427, 1411]
story10-photo bbox=[28, 1170, 344, 1284]
story9-photo-left bbox=[540, 962, 650, 1072]
story9-headline: ಜಾನಪದರು ಅಸಾಧಾರಣ ಲೋಕಜ್ಞಾನವುಳ್ಳವರು bbox=[300, 938, 531, 956]
email-text: E-mail:chamarajanagar@mysurumithra.com bbox=[501, 96, 707, 106]
address-line bbox=[28, 94, 896, 108]
page-number: 8 bbox=[866, 58, 883, 83]
column-divider-left bbox=[296, 646, 297, 1118]
story5-body-left: ಕೊಳ್ಳೇಗಾಲ, ಸೆ.21(ನಾಗೇಂದ್ರ):- ರಾಜ್ಯದಲ್ಲಿ ಹಸಿರು ಶಾಲು ಧರಿಸಿ ಕೆಲವರು ರೈತ ಸಂಘದ ಹೆಸರನ್ನು ದುರ್ಬಳಕೆ ಮಾಡಿಕೊಳ್ಳುತ್ತಿರುವುದನ್ನು ತಡೆಯುವ ಉದ್ದೇಶದಿಂದ ನೇಗಿಲ ಚಿಹ್ನೆಯುಳ್ಳ ಹೊಸ ಶಾಲನ್ನು ಬಿಡುಗಡೆ ಮಾಡಲಾಗಿದೆ ಎಂದು ರಾಜ್ಯ ರೈತ ಸಂಘದ ಪದಾಧಿಕಾರಿಗಳು ತಿಳಿಸಿದರು. ಪಟ್ಟಣದಲ್ಲಿ ಸುದ್ದಿಗೋಷ್ಠಿಯಲ್ಲಿ ಮಾತನಾಡಿದ ಅವರು, ರೈತ ಸಂಘದ ಕಾರ್ಯಕರ್ತರು ಇನ್ನು ಮುಂದೆ ನೇಗಿಲ ಚಿಹ್ನೆಯ ಟವಲ್ ಬಳಸಬೇಕು. ರೈತರ ಹೆಸರಿನಲ್ಲಿ ವಂಚನೆ ನಡೆಸುವವರ ವಿರುದ್ಧ ಕಾನೂನು ಕ್ರಮ ಕೈಗೊಳ್ಳಲಾಗುವುದು. bbox=[446, 440, 534, 556]
masthead bbox=[28, 52, 896, 96]
yellow-swatch-2 bbox=[440, 1404, 447, 1411]
print-color-bar-right bbox=[830, 1404, 900, 1414]
story4-headline: 33 ಗ್ರಾಂ ಚಿನ್ನಾಭರಣ ಕಳವು bbox=[321, 402, 419, 414]
story2-body: ಹನೂರು, ಸೆ.21(ಸೋಮು):- ಹನೂರು ಶಾಸಕ ಆರ್.ನರೇಂದ್ರ ಅವರು ವಿಧಾನಸಭೆಯ ಅಧಿವೇಶನದಲ್ಲಿ ಮಲೆ ಮಹದೇಶ್ವರಬೆಟ್ಟದ ಪ್ರಾಥಮಿಕ ಆರೋಗ್ಯ ಕೇಂದ್ರವನ್ನು ಸಮುದಾಯ ಆರೋಗ್ಯ ಕೇಂದ್ರವನ್ನಾಗಿ ಮೇಲ್ದರ್ಜೆಗೇರಿಸುವುದು ಹಾಗೂ ಅರಣ್ಯ ಪ್ರದೇಶದಲ್ಲಿರುವ ಚಂಗಡಿ ಗ್ರಾಮವನ್ನು ಸ್ಥಳಾಂತರಿಸುವ ಬಗ್ಗೆ ಸರ್ಕಾರದ ಗಮನ ಸೆಳೆದರು. ಪ್ರಶ್ನೋತ್ತರ ವೇಳೆಯಲ್ಲಿ ಮಾತನಾಡಿದ ಅವರು, ಪ್ರತಿದಿನ ಸಾವಿರಾರು ಭಕ್ತರು ಬೆಟ್ಟಕ್ಕೆ ಭೇಟಿ ನೀಡುತ್ತಿದ್ದು, ಉತ್ತಮ ಆರೋಗ್ಯ ಸೇವೆ ಒದಗಿಸುವ ಅಗತ್ಯವಿದೆ. ಈ ಹಿನ್ನೆಲೆಯಲ್ಲಿ ಆರೋಗ್ಯ ಕೇಂದ್ರವನ್ನು ಉನ್ನತೀಕರಿಸಬೇಕು ಎಂದು ಒತ್ತಾಯಿಸಿದರು. ಇದಕ್ಕೆ ಉತ್ತರಿಸಿದ ಆರೋಗ್ಯ ಸಚಿವರು ಪ್ರಸ್ತಾವನೆ ಪರಿಶೀಲಿಸಿ ಕ್ರಮ ಕೈಗೊಳ್ಳಲಾಗುವುದು ಎಂದು ತಿಳಿಸಿದರು. bbox=[540, 158, 680, 256]
story5-body-right: ಕೊಳ್ಳೇಗಾಲ, ಸೆ.21(ನಾಗೇಂದ್ರ):- ರಾಜ್ಯದಲ್ಲಿ ಹಸಿರು ಶಾಲು ಧರಿಸಿ ಕೆಲವರು ರೈತ ಸಂಘದ ಹೆಸರನ್ನು ದುರ್ಬಳಕೆ ಮಾಡಿಕೊಳ್ಳುತ್ತಿರುವುದನ್ನು ತಡೆಯುವ ಉದ್ದೇಶದಿಂದ ನೇಗಿಲ ಚಿಹ್ನೆಯುಳ್ಳ ಹೊಸ ಶಾಲನ್ನು ಬಿಡುಗಡೆ ಮಾಡಲಾಗಿದೆ ಎಂದು ರಾಜ್ಯ ರೈತ ಸಂಘದ ಪದಾಧಿಕಾರಿಗಳು ತಿಳಿಸಿದರು. ಪಟ್ಟಣದಲ್ಲಿ ಸುದ್ದಿಗೋಷ್ಠಿಯಲ್ಲಿ ಮಾತನಾಡಿದ ಅವರು, ರೈತ ಸಂಘದ ಕಾರ್ಯಕರ್ತರು ಇನ್ನು ಮುಂದೆ ನೇಗಿಲ ಚಿಹ್ನೆಯ ಟವಲ್ ಬಳಸಬೇಕು. ರೈತರ ಹೆಸರಿನಲ್ಲಿ ವಂಚನೆ ನಡೆಸುವವರ ವಿರುದ್ಧ ಕಾನೂನು ಕ್ರಮ ಕೈಗೊಳ್ಳಲಾಗುವುದು. ಸಂಘಟನೆಯ ಶಿಸ್ತು ಕಾಪಾಡುವುದು ಎಲ್ಲರ ಜವಾಬ್ದಾರಿ. ಪ್ರತಿಯೊಬ್ಬ ಸದಸ್ಯರಿಗೆ ಗುರುತಿನ ಚೀಟಿ ವಿತರಿಸಲಾಗುವುದು. ತಾಲೂಕಿನ ಎಲ್ಲ ಗ್ರಾಮ ಘಟಕಗಳಲ್ಲಿ ಶಾಲು ವಿತರಣೆ ಕಾರ್ಯಕ್ರಮ ಹಮ್ಮಿಕೊಳ್ಳಲಾಗಿದೆ ಎಂದು ತಿಳಿಸಿದರು. ಸಂಘಟನಾ ಕಾರ್ಯದರ್ಶಿ ಸೇರಿದಂತೆ ಇತರರು ಹಾಜರಿದ್ದರು. bbox=[768, 440, 896, 565]
section-rule-4 bbox=[298, 930, 896, 932]
story3-photo bbox=[28, 440, 298, 556]
story10-tag-line2: ರೈತರ ಧರಣಿ bbox=[82, 1147, 124, 1159]
story7-body: ಚಾಮರಾಜನಗರ, ಸೆ.21:- ಮಹಿಳಾ ಮತ್ತು ಮಕ್ಕಳ ಅಭಿವೃದ್ಧಿ ಇಲಾಖೆಯಿಂದ 2021-22ನೇ ಸಾಲಿನ ಹೊಯ್ಸಳ ಶೌರ್ಯ ಪ್ರಶಸ್ತಿ ಹಾಗೂ ಕೆಳದಿ ಚೆನ್ನಮ್ಮ ಶೌರ್ಯ ಪ್ರಶಸ್ತಿಗೆ ಅರ್ಜಿ ಆಹ್ವಾನಿಸಲಾಗಿದೆ. ಅಸಾಧಾರಣ ಧೈರ್ಯ ಹಾಗೂ ಸಾಹಸ ಪ್ರದರ್ಶಿಸಿದ 6 ರಿಂದ 18 ವರ್ಷದೊಳಗಿನ ಬಾಲಕ ಬಾಲಕಿಯರು ಅರ್ಜಿ ಸಲ್ಲಿಸಬಹುದು. ಅರ್ಜಿಯನ್ನು ಇಲಾಖೆಯ ಕಚೇರಿಯಲ್ಲಿ ಪಡೆದು ನಿಗದಿತ ದಿನಾಂಕದೊಳಗೆ ಸಲ್ಲಿಸಬೇಕು. ಹೆಚ್ಚಿನ ಮಾಹಿತಿಗಾಗಿ ಉಪನಿರ್ದೇಶಕರ ಕಚೇರಿಯನ್ನು ಸಂಪರ್ಕಿಸಬಹುದು ಎಂದು ಪ್ರಕಟಣೆಯಲ್ಲಿ ತಿಳಿಸಲಾಗಿದೆ. bbox=[766, 706, 890, 795]
sub-brand: ಮೈಸೂರು ಮಿತ್ರ bbox=[28, 96, 70, 106]
page-label-text: ಪುಟ- bbox=[846, 67, 867, 80]
story6-photo bbox=[298, 684, 604, 826]
story2-portrait-caption: ಆರ್.ನರೇಂದ್ರ bbox=[705, 236, 733, 243]
story6-headline: ಒಡೆಯರಪಾಳ್ಯ ಉಪ ಪೊಲೀಸ್ ಠಾಣೆ ಉದ್ಘಾಟನೆ bbox=[300, 649, 629, 673]
story10-body-left: ಚಾಮರಾಜನಗರ, ಸೆ.21(ಎಸ್‌ಎಸ್):- ಟಗರುಪುರ ಮಾರ್ಗದಲ್ಲಿ ಸಕ್ಕರೆ ಕಾರ್ಖಾನೆಯ ಕಬ್ಬು ಬಾಕಿ ಹಣ ಪಾವತಿಗೆ ಒತ್ತಾಯಿಸಿ ರೈತ ಸಂಘದ ನೇತೃತ್ವದಲ್ಲಿ ನಡೆಯುತ್ತಿರುವ ಧರಣಿ 9ನೇ ದಿನಕ್ಕೆ ಕಾಲಿಟ್ಟಿದ್ದು, ಹೋರಾಟವನ್ನು ರಾಜ್ಯವ್ಯಾಪಿ ವಿಸ್ತರಿಸಲು ನಿರ್ಧರಿಸಲಾಗಿದೆ ಎಂದು ಜಿಲ್ಲಾ ರೈತ ಸಂಘದ ಅಧ್ಯಕ್ಷರು ತಿಳಿಸಿದರು. ಧರಣಿ ಸ್ಥಳದಲ್ಲಿ ಮಾತನಾಡಿದ ಅವರು, ಕಾರ್ಖಾನೆ ಆಡಳಿತ ಮಂಡಳಿಯು ರೈತರಿಗೆ ಬಾಕಿ ಹಣ ಪಾವತಿಸದೆ ಸತಾಯಿಸುತ್ತಿದೆ. ಜಿಲ್ಲಾಡಳಿತ ಮಧ್ಯಪ್ರವೇಶಿಸಿ ಸಮಸ್ಯೆ ಬಗೆಹರಿಸಬೇಕು. ನಾಳೆ ರಾಜ್ಯಾಧ್ಯಕ್ಷರೊಂದಿಗೆ ಚರ್ಚಿಸಿ ಮುಂದಿನ ಹೋರಾಟದ ರೂಪುರೇಷೆ ಸಿದ್ಧಪಡಿಸಲಾಗುವುದು. ಬೇಡಿಕೆ ಈಡೇರುವವರೆಗೂ ಧರಣಿ ಮುಂದುವರಿಯಲಿದೆ. ರೈತರ ಹಿತ ಕಾಪಾಡುವಲ್ಲಿ ಸರ್ಕಾರ ವಿಫಲವಾಗಿದೆ ಎಂದು ಆರೋಪಿಸಿದರು. ಸಂಘದ ಪದಾಧಿಕಾರಿಗಳು, ರೈತರು ಧರಣಿಯಲ್ಲಿ ಪಾಲ್ಗೊಂಡಿದ್ದರು. ಹಲವು ಸಂಘಟನೆಗಳು ಬೆಂಬಲ ಸೂಚಿಸಿವೆ. ರೈತ ಮುಖಂಡರು ಸರ್ಕಾರದ ನಿಲುವನ್ನು ಖಂಡಿಸಿದರು. ಹೋರಾಟ ತೀವ್ರಗೊಳಿಸುವ ಎಚ್ಚರಿಕೆ ನೀಡಲಾಯಿತು. ಕಬ್ಬು ಬೆಳೆಗಾರರ ಸಂಕಷ್ಟಕ್ಕೆ ಕೂಡಲೇ ಸ್ಪಂದಿಸಬೇಕು ಎಂದು ಒತ್ತಾಯಿಸಲಾಯಿತು. bbox=[28, 1288, 344, 1359]
story11-headline-line1: ಜೀವನದ ಪ್ರತಿ ಸಮಸ್ಯೆಯನ್ನು bbox=[724, 1128, 832, 1142]
story2-headline-line1: ಮಲೆ ಮಹದೇಶ್ವರಬೆಟ್ಟದ ಆರೋಗ್ಯ ಕೇಂದ್ರ ಉನ್ನತೀಕರಣ, bbox=[540, 115, 769, 130]
magenta-swatch-2 bbox=[430, 1404, 437, 1411]
issue-date: ಬುಧವಾರ 22 ಸೆಪ್ಟೆಂಬರ್ 2021 bbox=[28, 60, 169, 74]
section-rule-2 bbox=[298, 642, 896, 644]
